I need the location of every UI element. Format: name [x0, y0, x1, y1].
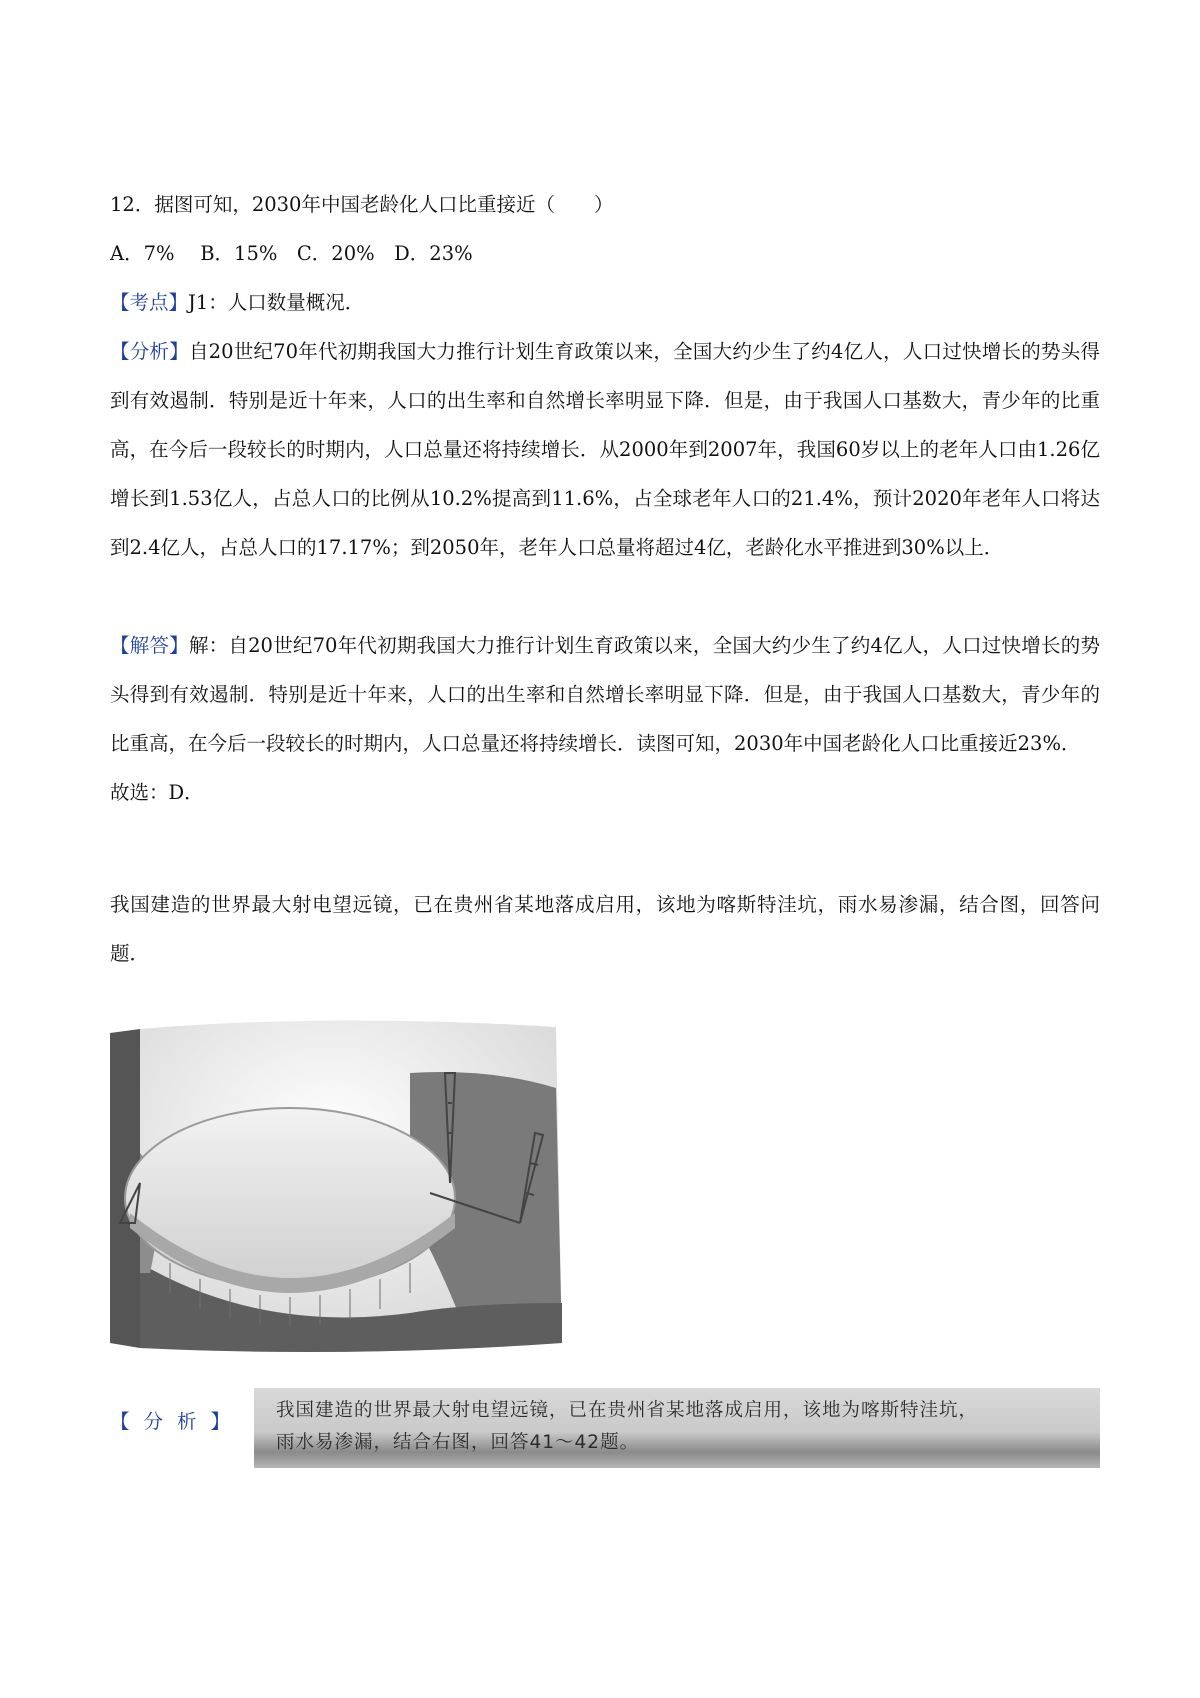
analysis-row [110, 1388, 1100, 1468]
fenxi-tag: 【分析】 [110, 340, 189, 363]
scanned-line-1: 我国建造的世界最大射电望远镜，已在贵州省某地落成启用，该地为喀斯特洼坑， [276, 1400, 979, 1421]
telescope-photo [110, 1013, 566, 1358]
bottom-analysis-tag: 【分析】 [110, 1410, 245, 1433]
answer-line: 故选：D． [110, 781, 204, 804]
kaodian-paragraph [110, 278, 1100, 327]
question-options: A．7% B．15% C．20% D．23% [110, 242, 473, 265]
scanned-line-2: 雨水易渗漏，结合右图，回答41～42题。 [276, 1432, 640, 1453]
fenxi-paragraph [110, 327, 1100, 572]
jieda-paragraph [110, 621, 1100, 768]
kaodian-text: J1：人口数量概况． [188, 291, 365, 314]
kaodian-tag: 【考点】 [110, 291, 189, 314]
jieda-tag: 【解答】 [110, 634, 189, 657]
fenxi-text: 自20世纪70年代初期我国大力推行计划生育政策以来，全国大约少生了约4亿人，人口过快增长的势头得到有效遏制．特别是近十年来，人口的出生率和自然增长率明显下降．但是，由于我国人口基数大，青少年的比重高，在今后一段较长的时期内，人口总量还将持续增长．从2000年到2007年，我国60岁以上的老年人口由1.26亿增长到1.53亿人，占总人口的比例从10.2%提高到11.6%，占全球老年人口的21.4%，预计2020年老年人口将达到2.4亿人，占总人口的17.17%；到2050年，老年人口总量将超过4亿，老龄化水平推进到30%以上． [110, 340, 1100, 559]
scanned-text-strip [254, 1388, 1100, 1468]
jieda-text: 解：自20世纪70年代初期我国大力推行计划生育政策以来，全国大约少生了约4亿人，人口过快增长的势头得到有效遏制．特别是近十年来，人口的出生率和自然增长率明显下降．但是，由于我国人口基数大，青少年的比重高，在今后一段较长的时期内，人口总量还将持续增长．读图可知，2030年中国老龄化人口比重接近23%． [110, 634, 1100, 755]
question-stem: 12．据图可知，2030年中国老龄化人口比重接近（ ） [110, 193, 614, 216]
intro-paragraph: 我国建造的世界最大射电望远镜，已在贵州省某地落成启用，该地为喀斯特洼坑，雨水易渗漏，结合图，回答问题． [110, 893, 1100, 965]
